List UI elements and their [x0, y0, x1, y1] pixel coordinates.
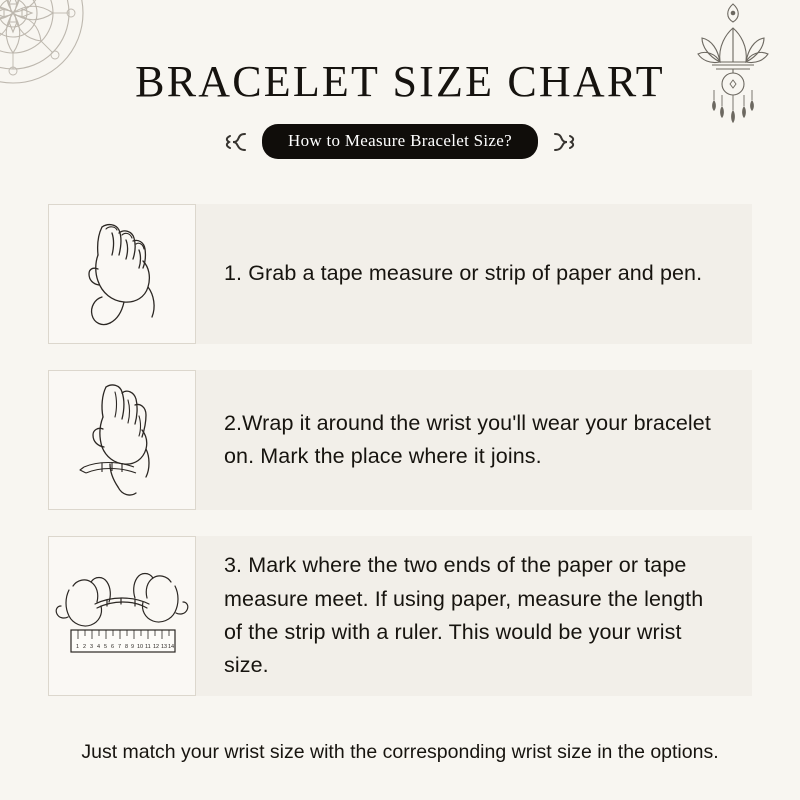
step-illustration-2 [48, 370, 196, 510]
svg-text:14: 14 [168, 644, 175, 650]
step-illustration-1 [48, 204, 196, 344]
step-text-2: 2.Wrap it around the wrist you'll wear your bracelet on. Mark the place where it joins. [224, 410, 711, 468]
flourish-ornament-icon-right [550, 129, 576, 155]
svg-text:4: 4 [97, 644, 101, 650]
step-text-1: 1. Grab a tape measure or strip of paper and pen. [224, 261, 703, 286]
hand-with-tape-wrapped-around-wrist-line-drawing-icon [62, 377, 182, 503]
svg-text:11: 11 [145, 644, 151, 650]
svg-text:12: 12 [153, 644, 160, 650]
flourish-ornament-icon [224, 129, 250, 155]
svg-text:8: 8 [125, 644, 129, 650]
svg-text:3: 3 [90, 644, 94, 650]
steps-list [0, 204, 800, 722]
two-hands-measuring-strip-with-ruler-line-drawing-icon [55, 546, 189, 686]
svg-text:5: 5 [104, 644, 108, 650]
list-item [48, 536, 752, 696]
svg-text:2: 2 [83, 644, 87, 650]
footer-note: Just match your wrist size with the corresponding wrist size in the options. [81, 741, 719, 763]
page-title: BRACELET SIZE CHART [135, 57, 665, 106]
hand-fist-with-tape-line-drawing-icon [62, 211, 182, 337]
svg-text:9: 9 [131, 644, 135, 650]
subtitle-row [0, 124, 800, 159]
svg-text:7: 7 [118, 644, 122, 650]
step-text-3: 3. Mark where the two ends of the paper or tape measure meet. If using paper, measure the length of the strip with a ruler. This would be your wrist size. [224, 553, 704, 678]
step-illustration-3 [48, 536, 196, 696]
list-item [48, 204, 752, 344]
svg-text:13: 13 [161, 644, 168, 650]
subtitle-pill: How to Measure Bracelet Size? [262, 124, 538, 159]
svg-text:10: 10 [137, 644, 144, 650]
svg-text:6: 6 [111, 644, 115, 650]
list-item [48, 370, 752, 510]
ruler [71, 630, 175, 652]
svg-text:1: 1 [76, 644, 80, 650]
